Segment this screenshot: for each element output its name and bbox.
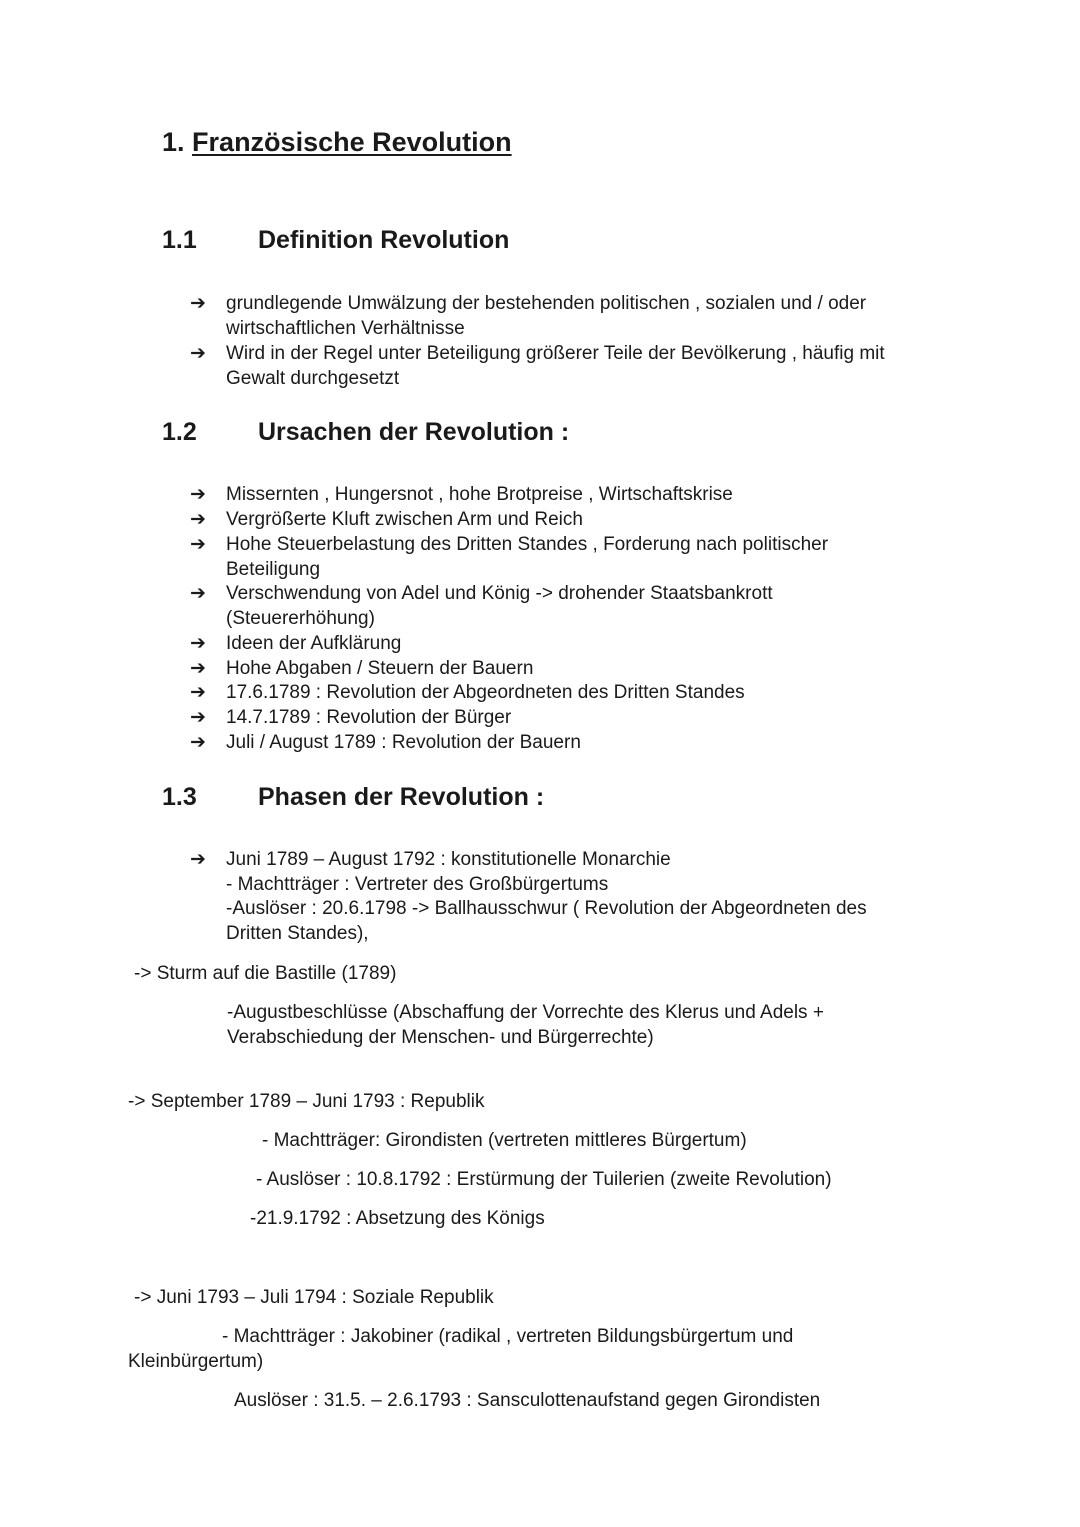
bullet-line: Juli / August 1789 : Revolution der Bauern [226,732,581,753]
section-1-1-number: 1.1 [162,226,197,254]
phase-3-power-cont: Kleinbürgertum) [128,1351,264,1372]
arrow-right-icon [190,508,220,533]
title-number: 1. [162,127,185,157]
arrow-right-icon [190,582,220,607]
bullet-line: Hohe Abgaben / Steuern der Bauern [226,658,534,679]
phase-1-power: - Machtträger : Vertreter des Großbürgertums [226,873,609,895]
section-1-2-heading: Ursachen der Revolution : [258,418,570,446]
phase-1-august-line: Verabschiedung der Menschen- und Bürgerrechte) [227,1026,654,1048]
section-1-2-number: 1.2 [162,418,197,446]
phase-1-bastille: -> Sturm auf die Bastille (1789) [134,963,397,984]
bullet-line: Vergrößerte Kluft zwischen Arm und Reich [226,509,583,530]
phase-1-title: Juni 1789 – August 1792 : konstitutionelle Monarchie [226,849,671,870]
phase-2-king: -21.9.1792 : Absetzung des Königs [250,1208,545,1229]
section-1-1-heading: Definition Revolution [258,226,510,254]
bullet-line: Ideen der Aufklärung [226,633,402,654]
bullet-line: 17.6.1789 : Revolution der Abgeordneten des Dritten Standes [226,682,745,703]
phase-1-trigger-cont: Dritten Standes), [226,923,369,945]
bullet-line: grundlegende Umwälzung der bestehenden politischen , sozialen und / oder [226,293,867,314]
bullet-line: wirtschaftlichen Verhältnisse [226,317,465,339]
arrow-right-icon [190,632,220,657]
section-1-3-number: 1.3 [162,783,197,811]
bullet-line: Beteiligung [226,558,321,580]
phase-1-august [227,1001,824,1050]
page-title [162,127,512,158]
phase-1-trigger: -Auslöser : 20.6.1798 -> Ballhausschwur ( Revolution der Abgeordneten des [226,898,867,920]
section-1-3-heading: Phasen der Revolution : [258,783,545,811]
bullet-line: 14.7.1789 : Revolution der Bürger [226,707,512,728]
bullet-line: Wird in der Regel unter Beteiligung größerer Teile der Bevölkerung , häufig mit [226,343,885,364]
title-text: Französische Revolution [192,127,512,157]
arrow-right-icon [190,848,220,873]
arrow-right-icon [190,681,220,706]
arrow-right-icon [190,706,220,731]
arrow-right-icon [190,731,220,756]
phase-3-trigger: Auslöser : 31.5. – 2.6.1793 : Sansculottenaufstand gegen Girondisten [234,1390,821,1411]
phase-2-title: -> September 1789 – Juni 1793 : Republik [128,1091,485,1112]
phase-2-trigger: - Auslöser : 10.8.1792 : Erstürmung der Tuilerien (zweite Revolution) [256,1169,832,1190]
arrow-right-icon [190,483,220,508]
bullet-line: Hohe Steuerbelastung des Dritten Standes , Forderung nach politischer [226,534,829,555]
bullet-line: Verschwendung von Adel und König -> drohender Staatsbankrott [226,583,773,604]
phase-3-title: -> Juni 1793 – Juli 1794 : Soziale Republik [134,1287,494,1308]
bullet-line: Missernten , Hungersnot , hohe Brotpreise , Wirtschaftskrise [226,484,733,505]
arrow-right-icon [190,657,220,682]
phase-3-power: - Machtträger : Jakobiner (radikal , vertreten Bildungsbürgertum und [222,1326,794,1347]
bullet-line: Gewalt durchgesetzt [226,367,400,389]
bullet-line: (Steuererhöhung) [226,607,375,629]
arrow-right-icon [190,533,220,558]
phase-1-august-line: -Augustbeschlüsse (Abschaffung der Vorrechte des Klerus und Adels + [227,1002,824,1023]
arrow-right-icon [190,292,220,317]
phase-2-power: - Machtträger: Girondisten (vertreten mittleres Bürgertum) [262,1130,747,1151]
arrow-right-icon [190,342,220,367]
